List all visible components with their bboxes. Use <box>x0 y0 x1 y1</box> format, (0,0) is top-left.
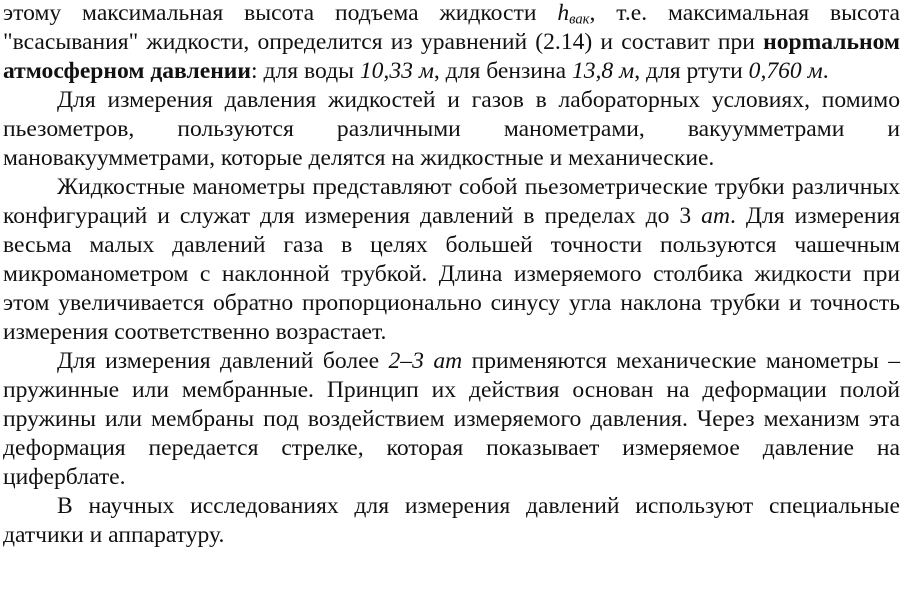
paragraph-4 <box>3 347 900 492</box>
paragraph-2 <box>3 86 900 173</box>
paragraph-5 <box>3 492 900 550</box>
paragraph-1 <box>3 0 900 86</box>
text-run: Для измерения давления жидкостей и газов в лабораторных условиях, помимо пьезометров, пользуются различными манометрами, вакуумметрами и мановакуумметрами, которые делятся на жидкостные и механические. <box>3 87 900 171</box>
text-run: : для воды <box>250 58 360 84</box>
text-run: В научных исследованиях для измерения давлений используют специальные датчики и аппаратуру. <box>3 493 900 548</box>
bold-text: норmальном атмосферном давлении <box>3 29 900 84</box>
italic-text: 0,760 м <box>748 58 823 84</box>
text-run: . Для измерения весьма малых давлений газа в целях большей точности пользуются чашечным микроманометром с наклонной трубкой. Длина измеряемого столбика жидкости при этом увеличивается обратно пропорционально синусу угла наклона трубки и точность измерения соответственно возрастает. <box>3 203 900 345</box>
italic-text: ат <box>701 203 731 229</box>
text-run: применяются механические манометры – пружинные или мембранные. Принцип их действия основан на деформации полой пружины или мембраны под воздействием измеряемого давления. Через механизм эта деформация передается стрелке, которая показывает измеряемое давление на циферблате. <box>3 348 901 490</box>
text-run: Для измерения давлений более <box>57 348 389 374</box>
text-run: , для ртути <box>634 58 749 84</box>
text-run: , т.е. максимальная высота "всасывания" жидкости, определится из уравнений (2.14) и составит при <box>3 0 900 55</box>
text-run: . <box>822 58 829 84</box>
italic-text: 13,8 м <box>571 58 635 84</box>
paragraph-3 <box>3 173 900 347</box>
subscript-text: вак <box>569 11 590 28</box>
text-run: , для бензина <box>433 58 572 84</box>
text-run: этому максимальная высота подъема жидкости <box>3 0 558 26</box>
text-run: Жидкостные манометры представляют собой пьезометрические трубки различных конфигураций и служат для измерения давлений в пределах до 3 <box>3 174 900 229</box>
subscript <box>569 12 589 28</box>
italic-text: 2–3 ат <box>388 348 463 374</box>
italic-text: 10,33 м <box>359 58 434 84</box>
italic-text: h <box>557 0 570 26</box>
